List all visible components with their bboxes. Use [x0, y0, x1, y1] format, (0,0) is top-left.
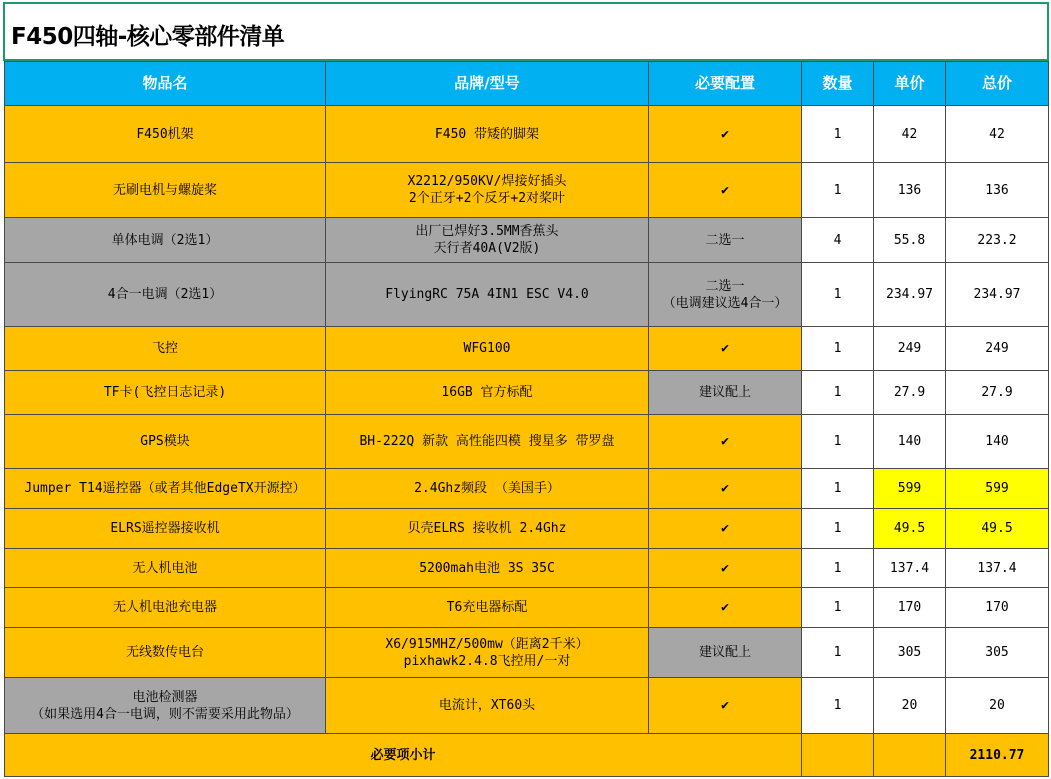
- required-check-cell-line: ✔: [721, 341, 729, 356]
- required-check-cell[interactable]: [649, 509, 802, 549]
- summary-qty-cell[interactable]: [802, 734, 874, 777]
- required-check-cell[interactable]: [649, 415, 802, 469]
- quantity-cell[interactable]: 4: [802, 218, 874, 263]
- brand-model-cell-line: 天行者40A(V2版): [433, 241, 541, 256]
- required-note-cell[interactable]: [649, 628, 802, 678]
- table-row: [5, 163, 1049, 218]
- item-name-cell[interactable]: [5, 469, 326, 509]
- brand-model-cell-line: T6充电器标配: [446, 600, 528, 615]
- brand-model-cell[interactable]: [326, 469, 649, 509]
- total-price-cell[interactable]: 27.9: [946, 371, 1049, 415]
- quantity-cell[interactable]: 1: [802, 628, 874, 678]
- quantity-cell[interactable]: 1: [802, 588, 874, 628]
- item-name-cell[interactable]: [5, 415, 326, 469]
- total-price-cell[interactable]: 223.2: [946, 218, 1049, 263]
- item-name-cell-line: ELRS遥控器接收机: [110, 521, 220, 536]
- item-name-cell-line: （如果选用4合一电调，则不需要采用此物品）: [31, 706, 299, 722]
- quantity-cell[interactable]: 1: [802, 415, 874, 469]
- unit-price-cell[interactable]: 170: [874, 588, 946, 628]
- item-name-cell-line: 单体电调（2选1）: [111, 232, 219, 248]
- required-note-cell[interactable]: [649, 263, 802, 327]
- item-name-cell-line: TF卡(飞控日志记录): [103, 385, 227, 400]
- item-name-cell-line: F450机架: [136, 126, 194, 142]
- required-note-cell[interactable]: [649, 218, 802, 263]
- quantity-cell[interactable]: 1: [802, 678, 874, 734]
- table-row: [5, 509, 1049, 549]
- unit-price-cell[interactable]: 599: [874, 469, 946, 509]
- brand-model-cell[interactable]: [326, 106, 649, 163]
- table-row: [5, 106, 1049, 163]
- summary-total[interactable]: 2110.77: [946, 734, 1049, 777]
- header-required[interactable]: 必要配置: [649, 62, 802, 106]
- header-quantity[interactable]: 数量: [802, 62, 874, 106]
- item-name-cell[interactable]: [5, 163, 326, 218]
- brand-model-cell-line: X2212/950KV/焊接好插头: [407, 174, 567, 189]
- unit-price-cell[interactable]: 234.97: [874, 263, 946, 327]
- required-check-cell[interactable]: [649, 469, 802, 509]
- required-note-cell-line: 建议配上: [698, 645, 751, 660]
- unit-price-cell[interactable]: 137.4: [874, 549, 946, 588]
- item-name-cell[interactable]: [5, 588, 326, 628]
- quantity-cell[interactable]: 1: [802, 469, 874, 509]
- item-name-cell-line: Jumper T14遥控器（或者其他EdgeTX开源控）: [24, 481, 306, 496]
- summary-unit-cell[interactable]: [874, 734, 946, 777]
- unit-price-cell[interactable]: 249: [874, 327, 946, 371]
- required-check-cell-line: ✔: [721, 434, 729, 449]
- required-check-cell[interactable]: [649, 678, 802, 734]
- header-brand-model[interactable]: 品牌/型号: [326, 62, 649, 106]
- brand-model-cell-line: 2.4Ghz频段 （美国手）: [414, 481, 560, 496]
- required-check-cell[interactable]: [649, 163, 802, 218]
- table-row: [5, 628, 1049, 678]
- total-price-cell[interactable]: 305: [946, 628, 1049, 678]
- total-price-cell[interactable]: 49.5: [946, 509, 1049, 549]
- item-name-cell-line: 电池检测器: [132, 689, 198, 705]
- item-name-cell-line: 无人机电池充电器: [112, 600, 217, 615]
- quantity-cell[interactable]: 1: [802, 163, 874, 218]
- total-price-cell[interactable]: 234.97: [946, 263, 1049, 327]
- item-name-cell[interactable]: [5, 218, 326, 263]
- required-check-cell-line: ✔: [721, 560, 729, 576]
- header-row: [5, 62, 1049, 106]
- required-note-cell-line: 建议配上: [698, 385, 751, 400]
- total-price-cell[interactable]: 140: [946, 415, 1049, 469]
- quantity-cell[interactable]: 1: [802, 371, 874, 415]
- item-name-cell-line: 无刷电机与螺旋桨: [112, 182, 217, 198]
- brand-model-cell[interactable]: [326, 415, 649, 469]
- brand-model-cell[interactable]: [326, 549, 649, 588]
- table-row: [5, 218, 1049, 263]
- unit-price-cell[interactable]: 20: [874, 678, 946, 734]
- brand-model-cell-line: 电流计，XT60头: [438, 698, 536, 713]
- brand-model-cell[interactable]: [326, 327, 649, 371]
- required-check-cell[interactable]: [649, 549, 802, 588]
- brand-model-cell-line: WFG100: [463, 341, 511, 356]
- brand-model-cell-line: 5200mah电池 3S 35C: [419, 560, 555, 576]
- table-body: [5, 106, 1049, 734]
- brand-model-cell-line: pixhawk2.4.8飞控用/一对: [403, 653, 571, 669]
- brand-model-cell[interactable]: [326, 263, 649, 327]
- required-check-cell[interactable]: [649, 588, 802, 628]
- unit-price-cell[interactable]: 55.8: [874, 218, 946, 263]
- table-row: [5, 263, 1049, 327]
- brand-model-cell[interactable]: [326, 163, 649, 218]
- brand-model-cell-line: 出厂已焊好3.5MM香蕉头: [415, 224, 559, 239]
- table-row: [5, 678, 1049, 734]
- total-price-cell[interactable]: 42: [946, 106, 1049, 163]
- item-name-cell[interactable]: [5, 371, 326, 415]
- item-name-cell[interactable]: [5, 678, 326, 734]
- brand-model-cell-line: 2个正牙+2个反牙+2对桨叶: [408, 191, 566, 206]
- summary-label[interactable]: 必要项小计: [5, 734, 802, 777]
- table-row: [5, 371, 1049, 415]
- required-check-cell[interactable]: [649, 327, 802, 371]
- total-price-cell[interactable]: 249: [946, 327, 1049, 371]
- quantity-cell[interactable]: 1: [802, 549, 874, 588]
- item-name-cell[interactable]: [5, 263, 326, 327]
- unit-price-cell[interactable]: 305: [874, 628, 946, 678]
- required-check-cell[interactable]: [649, 106, 802, 163]
- parts-table: [4, 61, 1049, 777]
- table-row: [5, 327, 1049, 371]
- quantity-cell[interactable]: 1: [802, 327, 874, 371]
- brand-model-cell-line: BH-222Q 新款 高性能四模 搜星多 带罗盘: [359, 434, 615, 449]
- table-row: [5, 549, 1049, 588]
- item-name-cell-line: GPS模块: [140, 434, 190, 449]
- item-name-cell[interactable]: [5, 509, 326, 549]
- item-name-cell-line: 无人机电池: [132, 560, 198, 576]
- brand-model-cell[interactable]: [326, 218, 649, 263]
- required-check-cell-line: ✔: [721, 521, 729, 536]
- table-row: [5, 469, 1049, 509]
- required-check-cell-line: ✔: [721, 126, 729, 142]
- brand-model-cell[interactable]: [326, 678, 649, 734]
- required-check-cell-line: ✔: [721, 600, 729, 615]
- total-price-cell[interactable]: 137.4: [946, 549, 1049, 588]
- required-check-cell-line: ✔: [721, 481, 729, 496]
- unit-price-cell[interactable]: 42: [874, 106, 946, 163]
- quantity-cell[interactable]: 1: [802, 106, 874, 163]
- required-note-cell-line: 二选一: [705, 278, 745, 294]
- brand-model-cell[interactable]: [326, 628, 649, 678]
- brand-model-cell[interactable]: [326, 588, 649, 628]
- required-check-cell-line: ✔: [721, 698, 729, 713]
- brand-model-cell-line: X6/915MHZ/500mw（距离2千米）: [385, 636, 589, 652]
- total-price-cell[interactable]: 20: [946, 678, 1049, 734]
- brand-model-cell[interactable]: [326, 509, 649, 549]
- header-unit-price[interactable]: 单价: [874, 62, 946, 106]
- item-name-cell-line: 无线数传电台: [125, 645, 204, 660]
- header-item-name[interactable]: 物品名: [5, 62, 326, 106]
- required-note-cell-line: 二选一: [705, 232, 745, 248]
- unit-price-cell[interactable]: 27.9: [874, 371, 946, 415]
- table-row: [5, 415, 1049, 469]
- sheet-title: F450四轴-核心零部件清单: [11, 24, 285, 50]
- brand-model-cell-line: 16GB 官方标配: [441, 385, 533, 400]
- brand-model-cell[interactable]: [326, 371, 649, 415]
- unit-price-cell[interactable]: 140: [874, 415, 946, 469]
- brand-model-cell-line: 贝壳ELRS 接收机 2.4Ghz: [407, 521, 567, 536]
- item-name-cell[interactable]: [5, 628, 326, 678]
- required-note-cell-line: （电调建议选4合一）: [662, 295, 788, 311]
- table-row: [5, 588, 1049, 628]
- total-price-cell[interactable]: 136: [946, 163, 1049, 218]
- brand-model-cell-line: F450 带矮的脚架: [434, 126, 540, 142]
- total-price-cell[interactable]: 599: [946, 469, 1049, 509]
- item-name-cell-line: 飞控: [151, 341, 178, 356]
- sheet-title-bar[interactable]: [3, 2, 1049, 61]
- summary-row: [5, 734, 1049, 777]
- total-price-cell[interactable]: 170: [946, 588, 1049, 628]
- item-name-cell-line: 4合一电调（2选1）: [107, 287, 223, 302]
- item-name-cell[interactable]: [5, 327, 326, 371]
- item-name-cell[interactable]: [5, 106, 326, 163]
- item-name-cell[interactable]: [5, 549, 326, 588]
- required-note-cell[interactable]: [649, 371, 802, 415]
- quantity-cell[interactable]: 1: [802, 263, 874, 327]
- quantity-cell[interactable]: 1: [802, 509, 874, 549]
- header-total-price[interactable]: 总价: [946, 62, 1049, 106]
- required-check-cell-line: ✔: [721, 182, 729, 198]
- unit-price-cell[interactable]: 49.5: [874, 509, 946, 549]
- unit-price-cell[interactable]: 136: [874, 163, 946, 218]
- brand-model-cell-line: FlyingRC 75A 4IN1 ESC V4.0: [385, 287, 589, 302]
